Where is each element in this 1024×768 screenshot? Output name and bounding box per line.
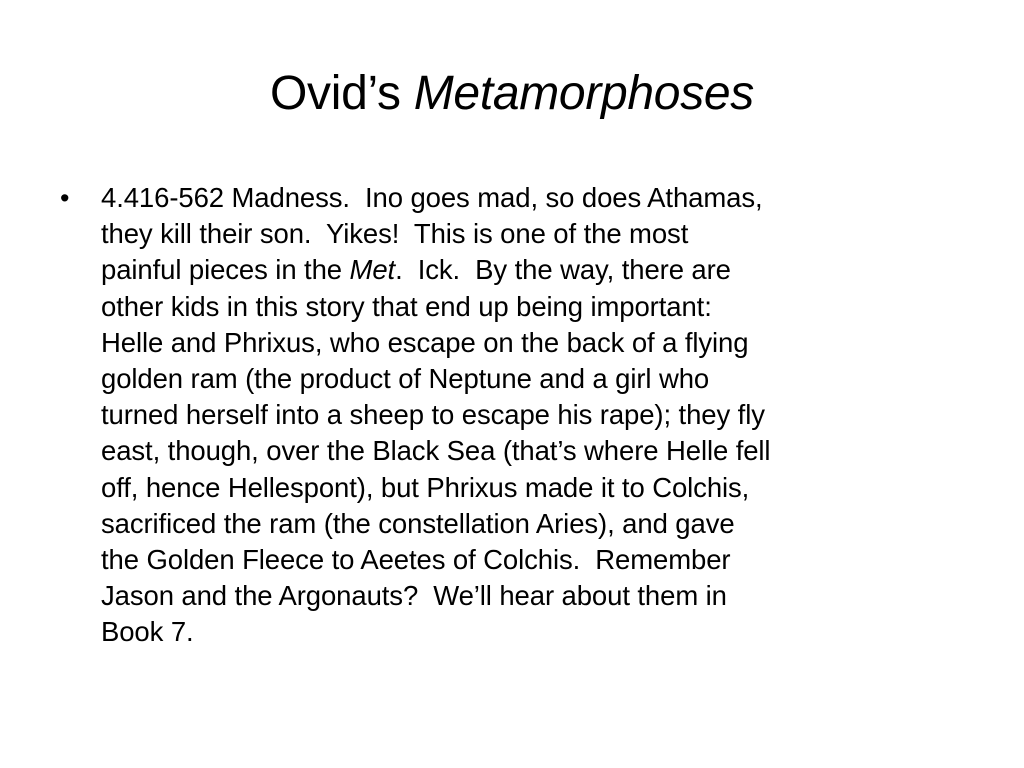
bullet-text-line: Helle and Phrixus, who escape on the back of a flying <box>101 326 749 358</box>
bullet-text-line: 4.416-562 Madness. Ino goes mad, so does Athamas, <box>101 182 763 213</box>
bullet-list <box>56 180 976 651</box>
bullet-text-line: sacrificed the ram (the constellation Aries), and gave <box>101 507 735 539</box>
bullet-text-line: east, though, over the Black Sea (that’s where Helle fell <box>101 435 771 467</box>
bullet-text-line <box>101 252 976 288</box>
bullet-text-line: Book 7. <box>101 616 194 648</box>
bullet-text-line: turned herself into a sheep to escape his rape); they fly <box>101 399 765 431</box>
bullet-text-line: the Golden Fleece to Aeetes of Colchis. Remember <box>101 544 731 576</box>
slide-title-italic: Metamorphoses <box>413 67 754 120</box>
bullet-item <box>56 180 976 651</box>
slide-title-plain: Ovid’s <box>270 67 414 120</box>
bullet-text-line: off, hence Hellespont), but Phrixus made it to Colchis, <box>101 471 750 503</box>
bullet-text-line: golden ram (the product of Neptune and a girl who <box>101 363 710 395</box>
slide-title <box>0 62 1024 126</box>
bullet-text-italic: Met <box>349 254 396 286</box>
bullet-dot-icon: • <box>60 183 70 213</box>
bullet-text-segment: painful pieces in the <box>101 254 350 286</box>
bullet-text-line: other kids in this story that end up being important: <box>101 290 712 322</box>
bullet-text-segment: . Ick. By the way, there are <box>395 254 731 286</box>
bullet-text-line: they kill their son. Yikes! This is one of the most <box>101 218 689 250</box>
bullet-text-line: Jason and the Argonauts? We’ll hear about them in <box>101 580 727 612</box>
